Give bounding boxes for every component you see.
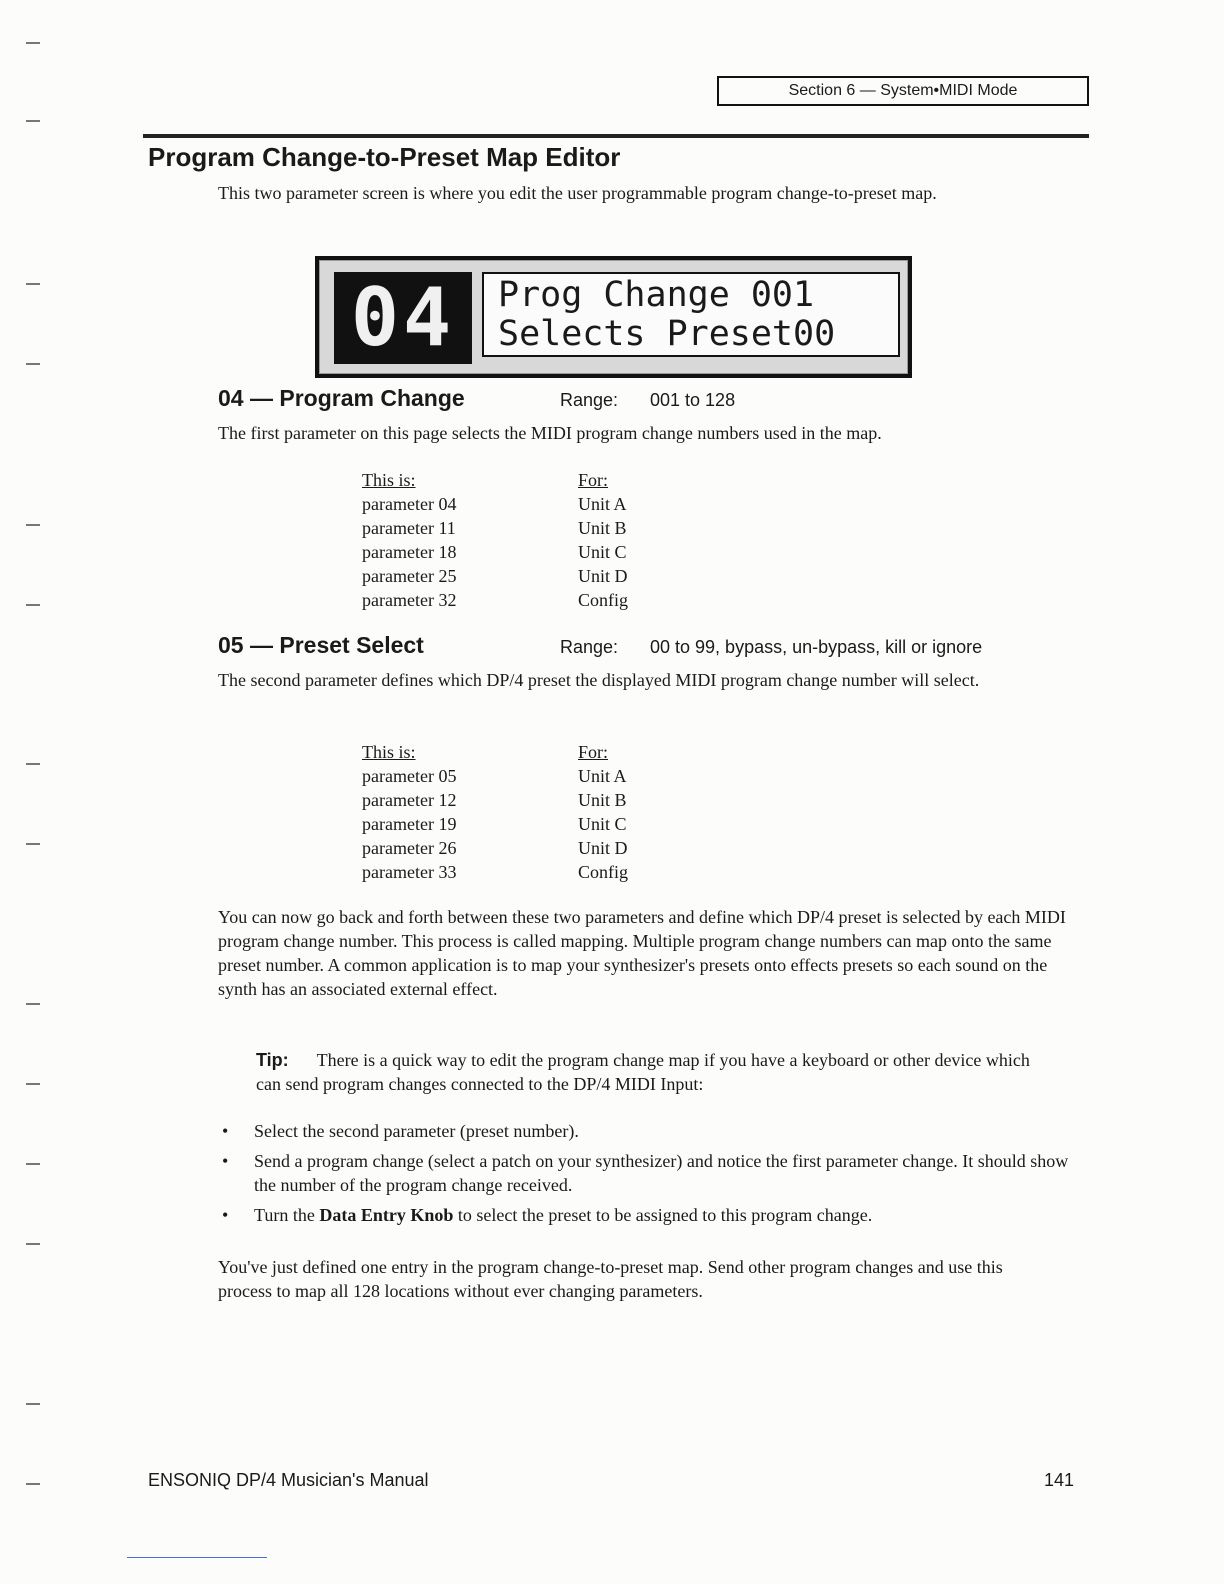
steps-list (218, 1119, 1078, 1233)
param04-range-label: Range: (560, 390, 619, 410)
param05-description: The second parameter defines which DP/4 preset the displayed MIDI program change number will select. (218, 670, 980, 690)
table-cell: parameter 12 (362, 790, 457, 810)
tip-paragraph (256, 1048, 1046, 1096)
table-cell: Unit A (578, 494, 627, 514)
binding-mark (26, 1163, 40, 1165)
binding-mark (26, 604, 40, 606)
param05-range-label: Range: (560, 637, 619, 657)
mapping-paragraph: You can now go back and forth between these two parameters and define which DP/4 preset is selected by each MIDI program change number. This process is called mapping. Multiple program change numbers can map onto the same preset number. A common application is to map your synthesizer's presets onto effects presets so each sound on the synth has an associated external effect. (218, 907, 1066, 999)
table-cell: Config (578, 590, 629, 610)
intro-paragraph: This two parameter screen is where you edit the user programmable program change-to-preset map. (218, 183, 937, 203)
param05-range-value: 00 to 99, bypass, un-bypass, kill or ignore (650, 637, 983, 657)
table-cell: Unit C (578, 814, 627, 834)
table-cell: parameter 32 (362, 590, 457, 610)
param05-col-units (578, 740, 628, 884)
closing-paragraph: You've just defined one entry in the program change-to-preset map. Send other program changes and use this process to map all 128 locations without ever changing parameters. (218, 1257, 1003, 1301)
section-header: Section 6 — System•MIDI Mode (717, 76, 1089, 106)
binding-mark (26, 763, 40, 765)
bottom-rule (127, 1557, 267, 1558)
list-item (218, 1149, 1078, 1197)
param04-heading: 04 — Program Change (218, 385, 465, 411)
step-text: Select the second parameter (preset number). (254, 1121, 579, 1141)
table-cell: parameter 33 (362, 862, 457, 882)
lcd-line-1: Prog Change 001 (498, 275, 815, 315)
table-header: This is: (362, 470, 416, 490)
table-cell: parameter 19 (362, 814, 457, 834)
param05-heading: 05 — Preset Select (218, 632, 424, 658)
param04-col-units (578, 468, 628, 612)
binding-mark (26, 1243, 40, 1245)
binding-mark (26, 1083, 40, 1085)
binding-mark (26, 843, 40, 845)
footer-manual-title: ENSONIQ DP/4 Musician's Manual (148, 1470, 429, 1490)
page-number: 141 (1044, 1470, 1075, 1490)
bullet-icon: • (222, 1205, 229, 1225)
table-cell: Unit A (578, 766, 627, 786)
table-cell: parameter 26 (362, 838, 457, 858)
binding-mark (26, 524, 40, 526)
table-cell: Unit B (578, 518, 627, 538)
data-entry-knob-term: Data Entry Knob (319, 1205, 454, 1225)
lcd-line-2: Selects Preset00 (498, 314, 836, 354)
page-title: Program Change-to-Preset Map Editor (148, 142, 621, 172)
step-text: Send a program change (select a patch on your synthesizer) and notice the first parameter change. It should show the number of the program change received. (254, 1151, 1069, 1195)
binding-mark (26, 1403, 40, 1405)
bullet-icon: • (222, 1151, 229, 1171)
binding-mark (26, 1483, 40, 1485)
header-rule (143, 134, 1089, 138)
lcd-text-area (482, 272, 900, 357)
bullet-icon: • (222, 1121, 229, 1141)
binding-mark (26, 1003, 40, 1005)
table-cell: parameter 11 (362, 518, 456, 538)
table-header: This is: (362, 742, 416, 762)
lcd-parameter-number: 04 (334, 272, 472, 364)
binding-mark (26, 120, 40, 122)
table-cell: Unit D (578, 838, 628, 858)
binding-mark (26, 42, 40, 44)
table-cell: Config (578, 862, 629, 882)
table-cell: parameter 18 (362, 542, 457, 562)
list-item (218, 1203, 1078, 1227)
table-cell: parameter 25 (362, 566, 457, 586)
step-text-post: to select the preset to be assigned to this program change. (457, 1205, 873, 1225)
table-header: For: (578, 742, 609, 762)
table-cell: Unit B (578, 790, 627, 810)
table-cell: parameter 04 (362, 494, 457, 514)
param04-range-value: 001 to 128 (650, 390, 736, 410)
param04-description: The first parameter on this page selects the MIDI program change numbers used in the map. (218, 423, 882, 443)
lcd-display (315, 256, 912, 378)
lcd-panel (319, 260, 908, 374)
table-cell: parameter 05 (362, 766, 457, 786)
param05-col-parameters (362, 740, 456, 884)
table-cell: Unit D (578, 566, 628, 586)
tip-label: Tip: (256, 1050, 289, 1070)
list-item (218, 1119, 1078, 1143)
table-cell: Unit C (578, 542, 627, 562)
binding-mark (26, 283, 40, 285)
binding-mark (26, 363, 40, 365)
param04-col-parameters (362, 468, 456, 612)
tip-text: There is a quick way to edit the program change map if you have a keyboard or other device which can send program changes connected to the DP/4 MIDI Input: (256, 1050, 1030, 1094)
step-text-pre: Turn the (254, 1205, 315, 1225)
table-header: For: (578, 470, 609, 490)
